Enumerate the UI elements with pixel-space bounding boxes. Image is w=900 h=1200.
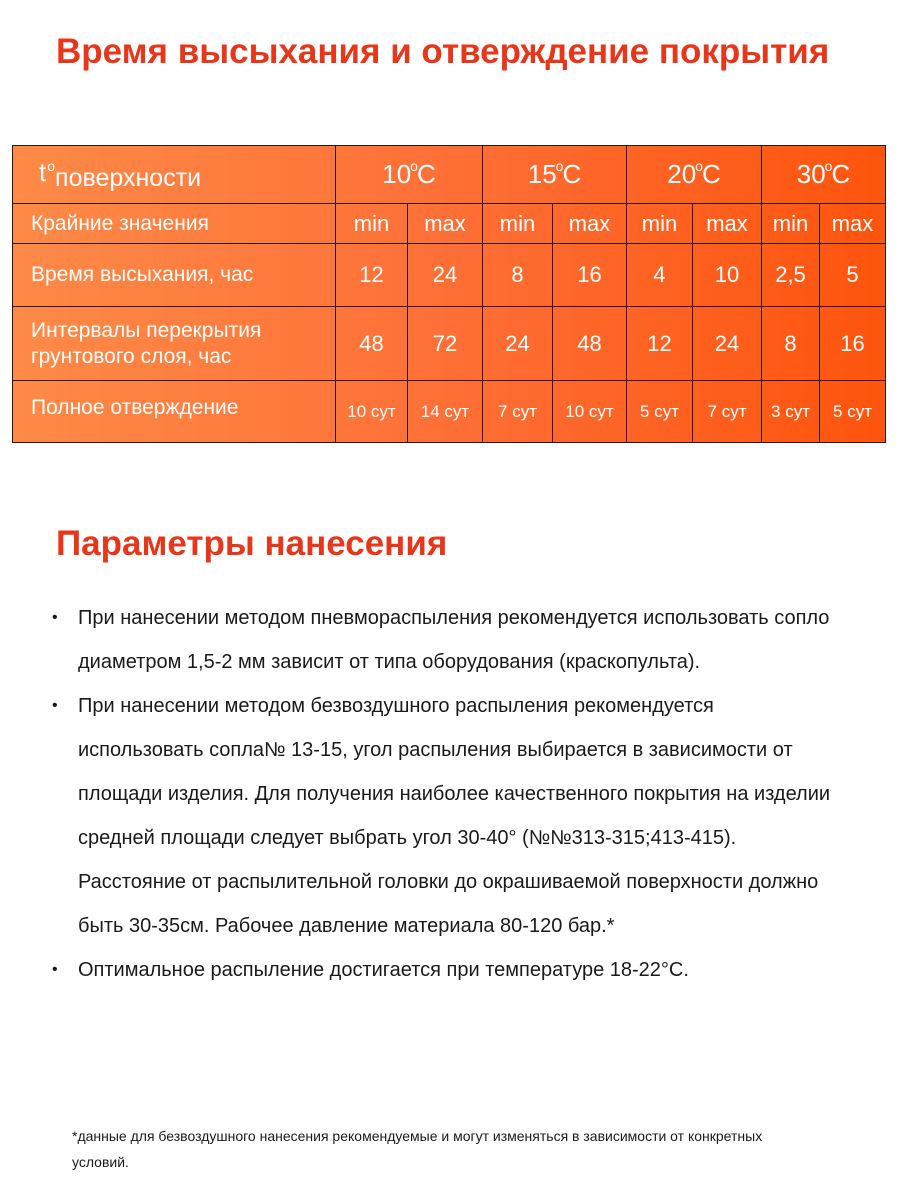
row-label: Время высыхания, час bbox=[13, 244, 336, 307]
row-label: Интервалы перекрытия грунтового слоя, час bbox=[13, 307, 336, 381]
table-cell: 3 сут bbox=[762, 381, 820, 443]
table-cell: 10 сут bbox=[553, 381, 627, 443]
table-cell: 24 bbox=[483, 307, 553, 381]
table-cell: 14 сут bbox=[408, 381, 483, 443]
temp-header-10: 10 o C bbox=[336, 146, 483, 204]
table-header-row bbox=[13, 146, 886, 204]
bullet-icon: • bbox=[52, 961, 58, 978]
table-cell: 24 bbox=[408, 244, 483, 307]
table-cell: 7 сут bbox=[483, 381, 553, 443]
surface-temperature-header bbox=[13, 146, 336, 204]
footnote: *данные для безвоздушного нанесения рекомендуемые и могут изменяться в зависимости от конкретных условий. bbox=[72, 1128, 763, 1170]
row-label: Полное отверждение bbox=[13, 381, 336, 443]
bullet-icon: • bbox=[52, 609, 58, 626]
table-cell: 24 bbox=[693, 307, 762, 381]
table-cell: 48 bbox=[553, 307, 627, 381]
table-cell: min bbox=[627, 204, 693, 244]
table-row-extremes bbox=[13, 204, 886, 244]
table-cell: max bbox=[693, 204, 762, 244]
table-cell: 5 bbox=[820, 244, 886, 307]
table-cell: 10 bbox=[693, 244, 762, 307]
table-cell: 4 bbox=[627, 244, 693, 307]
list-item-text: При нанесении методом пневмораспыления рекомендуется использовать сопло диаметром 1,5-2 мм зависит от типа оборудования (краскопульта). bbox=[78, 607, 830, 673]
table-cell: 2,5 bbox=[762, 244, 820, 307]
table-cell: min bbox=[483, 204, 553, 244]
table-cell: max bbox=[820, 204, 886, 244]
table-row-recoat-interval bbox=[13, 307, 886, 381]
table-row-drying-time bbox=[13, 244, 886, 307]
list-item bbox=[50, 596, 840, 684]
table-cell: 8 bbox=[483, 244, 553, 307]
table-cell: 12 bbox=[336, 244, 408, 307]
table-cell: 48 bbox=[336, 307, 408, 381]
row-label: Крайние значения bbox=[13, 204, 336, 244]
table-cell: max bbox=[408, 204, 483, 244]
drying-section-title: Время высыхания и отверждение покрытия bbox=[56, 32, 830, 71]
list-item-text: При нанесении методом безвоздушного распыления рекомендуется использовать сопла№ 13-15, угол распыления выбирается в зависимости от площади изделия. Для получения наиболее качественного покрытия на изделии средней площади следует выбрать угол 30-40° (№№313-315;413-415). Расстояние от распылительной головки до окрашиваемой поверхности должно быть 30-35см. Рабочее давление материала 80-120 бар.* bbox=[78, 695, 831, 937]
table-cell: 10 сут bbox=[336, 381, 408, 443]
table-cell: 7 сут bbox=[693, 381, 762, 443]
table-cell: 8 bbox=[762, 307, 820, 381]
drying-curing-table bbox=[12, 145, 886, 443]
temp-header-30: 30 o C bbox=[762, 146, 886, 204]
table-cell: 5 сут bbox=[820, 381, 886, 443]
list-item bbox=[50, 684, 840, 948]
table-cell: 5 сут bbox=[627, 381, 693, 443]
temp-t-symbol: t bbox=[39, 156, 47, 187]
surface-word: поверхности bbox=[55, 163, 202, 192]
application-params-list bbox=[50, 596, 840, 992]
temp-header-15: 15 o C bbox=[483, 146, 627, 204]
temp-header-20: 20 o C bbox=[627, 146, 762, 204]
table-cell: max bbox=[553, 204, 627, 244]
table-cell: 12 bbox=[627, 307, 693, 381]
table-cell: 16 bbox=[553, 244, 627, 307]
application-section-title: Параметры нанесения bbox=[56, 524, 448, 563]
table-cell: min bbox=[336, 204, 408, 244]
table-cell: 16 bbox=[820, 307, 886, 381]
table-row-full-cure bbox=[13, 381, 886, 443]
list-item-text: Оптимальное распыление достигается при температуре 18-22°С. bbox=[78, 959, 689, 981]
degree-symbol: o bbox=[47, 157, 56, 174]
list-item bbox=[50, 948, 840, 992]
bullet-icon: • bbox=[52, 697, 58, 714]
table-cell: min bbox=[762, 204, 820, 244]
table-cell: 72 bbox=[408, 307, 483, 381]
